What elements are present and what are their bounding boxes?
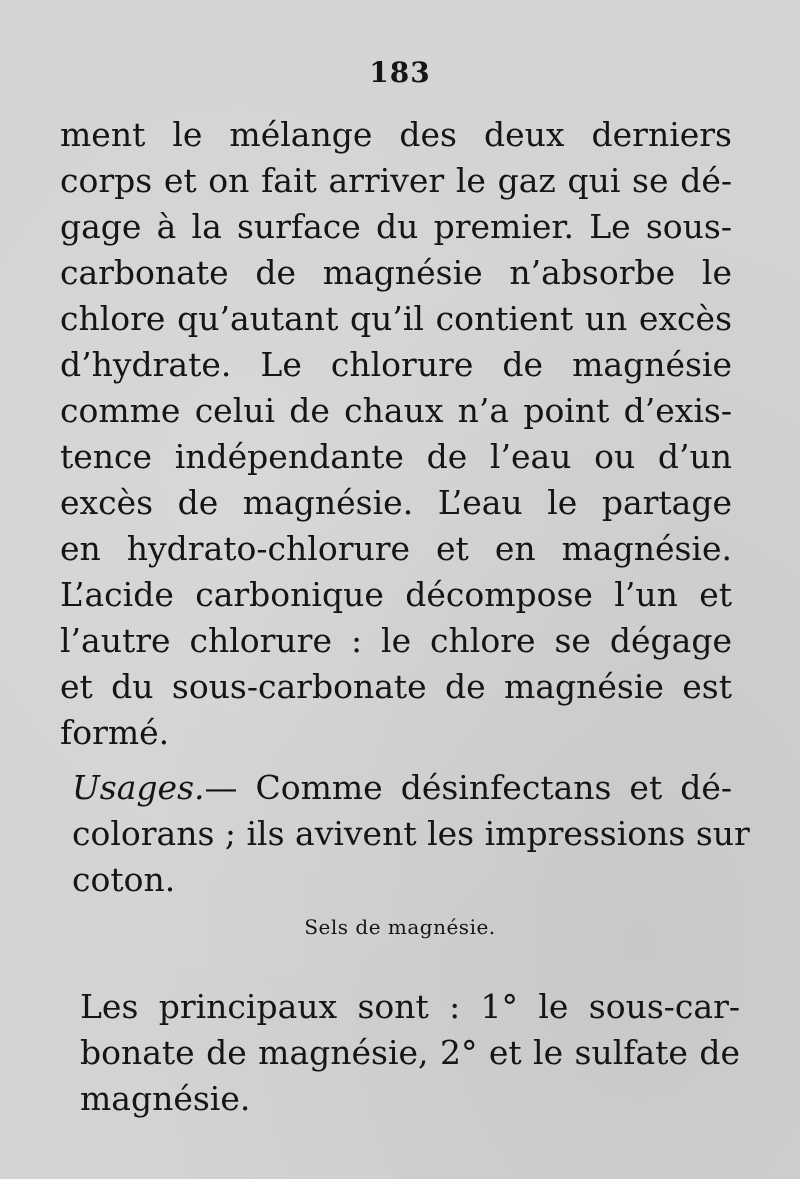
- usages-line: [72, 765, 732, 811]
- usages-text: — Comme désinfectans et dé-: [204, 768, 732, 807]
- text-line: chlore qu’autant qu’il contient un excès: [60, 299, 732, 338]
- text-line: et du sous-carbonate de magnésie est: [60, 667, 732, 706]
- section-heading: Sels de magnésie.: [304, 915, 496, 939]
- text-line: colorans ; ils avivent les impressions sur: [72, 814, 750, 853]
- text-line: en hydrato-chlorure et en magnésie.: [60, 529, 732, 568]
- text-line: gage à la surface du premier. Le sous-: [60, 207, 732, 246]
- text-line: d’hydrate. Le chlorure de magnésie: [60, 345, 732, 384]
- text-line: L’acide carbonique décompose l’un et: [60, 575, 732, 614]
- paragraph-usages: [72, 765, 750, 903]
- text-line: carbonate de magnésie n’absorbe le: [60, 253, 732, 292]
- text-line: corps et on fait arriver le gaz qui se dé-: [60, 161, 732, 200]
- usages-label: Usages.: [72, 768, 205, 807]
- text-line: tence indépendante de l’eau ou d’un: [60, 437, 732, 476]
- text-line: bonate de magnésie, 2° et le sulfate de: [80, 1033, 740, 1072]
- paragraph-sels: [80, 984, 740, 1122]
- text-line: ment le mélange des deux derniers: [60, 115, 732, 154]
- text-line: excès de magnésie. L’eau le partage: [60, 483, 732, 522]
- text-line: Les principaux sont : 1° le sous-car-: [80, 987, 740, 1026]
- text-line: l’autre chlorure : le chlore se dégage: [60, 621, 732, 660]
- text-line: coton.: [72, 860, 176, 899]
- text-line: magnésie.: [80, 1079, 251, 1118]
- page-number: 183: [369, 56, 431, 89]
- text-line: comme celui de chaux n’a point d’exis-: [60, 391, 732, 430]
- text-line: formé.: [60, 713, 170, 752]
- paragraph-chlorure-magnesie: [60, 112, 732, 756]
